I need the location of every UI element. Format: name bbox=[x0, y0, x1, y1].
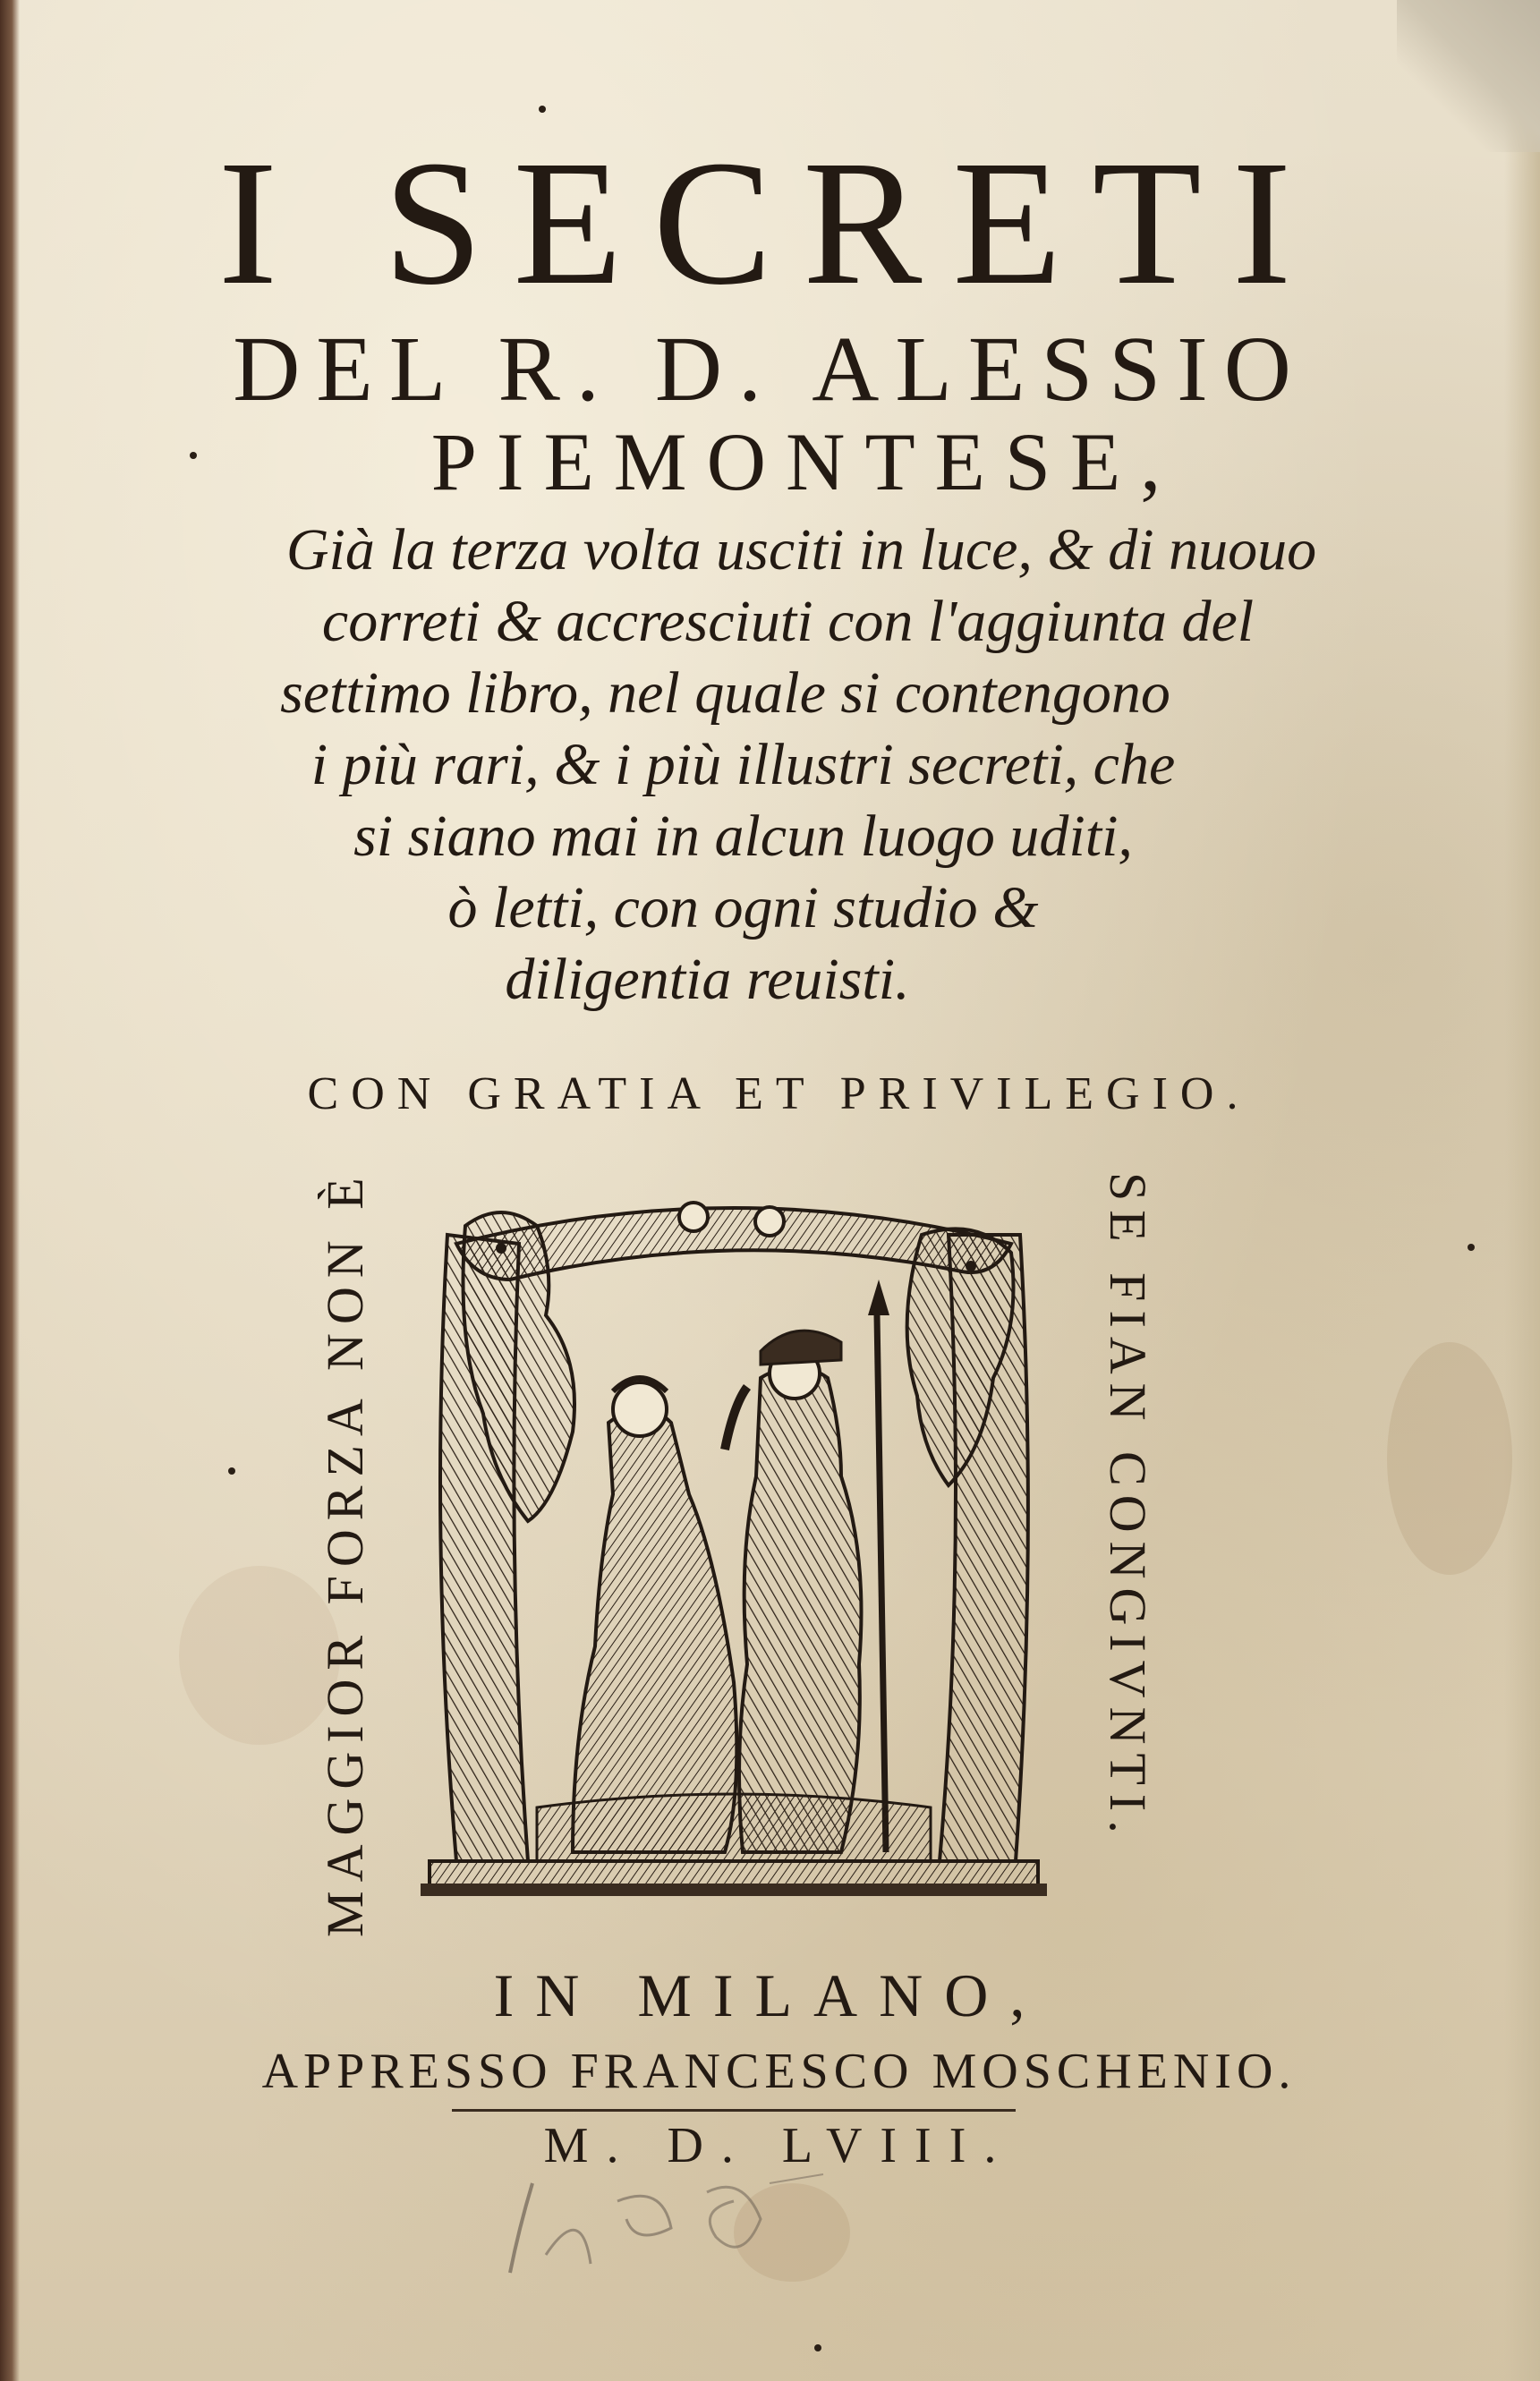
motto-right: SE FIAN CONGIVNTI. bbox=[1099, 1172, 1157, 1842]
torn-corner bbox=[1397, 0, 1540, 152]
ink-dot bbox=[814, 2344, 821, 2351]
ink-dot bbox=[228, 1467, 235, 1475]
handwritten-shelfmark bbox=[483, 2165, 841, 2282]
description-line: ò letti, con ogni studio & bbox=[447, 875, 1039, 940]
motto-left: MAGGIOR FORZA NON È bbox=[316, 1169, 374, 1937]
printers-device-woodcut bbox=[421, 1181, 1047, 1901]
title-line-3: PIEMONTESE, bbox=[430, 416, 1181, 507]
imprint-rule bbox=[452, 2109, 1016, 2112]
imprint-date: M. D. LVIII. bbox=[543, 2118, 1015, 2173]
privilege-line: CON GRATIA ET PRIVILEGIO. bbox=[307, 1068, 1251, 1119]
title-line-2: DEL R. D. ALESSIO bbox=[233, 318, 1307, 421]
ink-dot bbox=[539, 106, 546, 113]
description-line: correti & accresciuti con l'aggiunta del bbox=[321, 589, 1255, 654]
ink-dot bbox=[190, 452, 197, 459]
imprint-place: IN MILANO, bbox=[493, 1961, 1047, 2029]
description-line: diligentia reuisti. bbox=[505, 947, 910, 1012]
imprint-printer: APPRESSO FRANCESCO MOSCHENIO. bbox=[261, 2044, 1297, 2099]
title-line-1: I SECRETI bbox=[217, 124, 1323, 322]
description-line: si siano mai in alcun luogo uditi, bbox=[353, 804, 1133, 869]
ink-dot bbox=[1468, 1244, 1475, 1251]
description-line: settimo libro, nel quale si contengono bbox=[280, 660, 1170, 726]
paper-stain bbox=[1387, 1342, 1512, 1575]
description-line: i più rari, & i più illustri secreti, che bbox=[311, 732, 1176, 797]
description-line: Già la terza volta usciti in luce, & di nuouo bbox=[285, 517, 1317, 582]
